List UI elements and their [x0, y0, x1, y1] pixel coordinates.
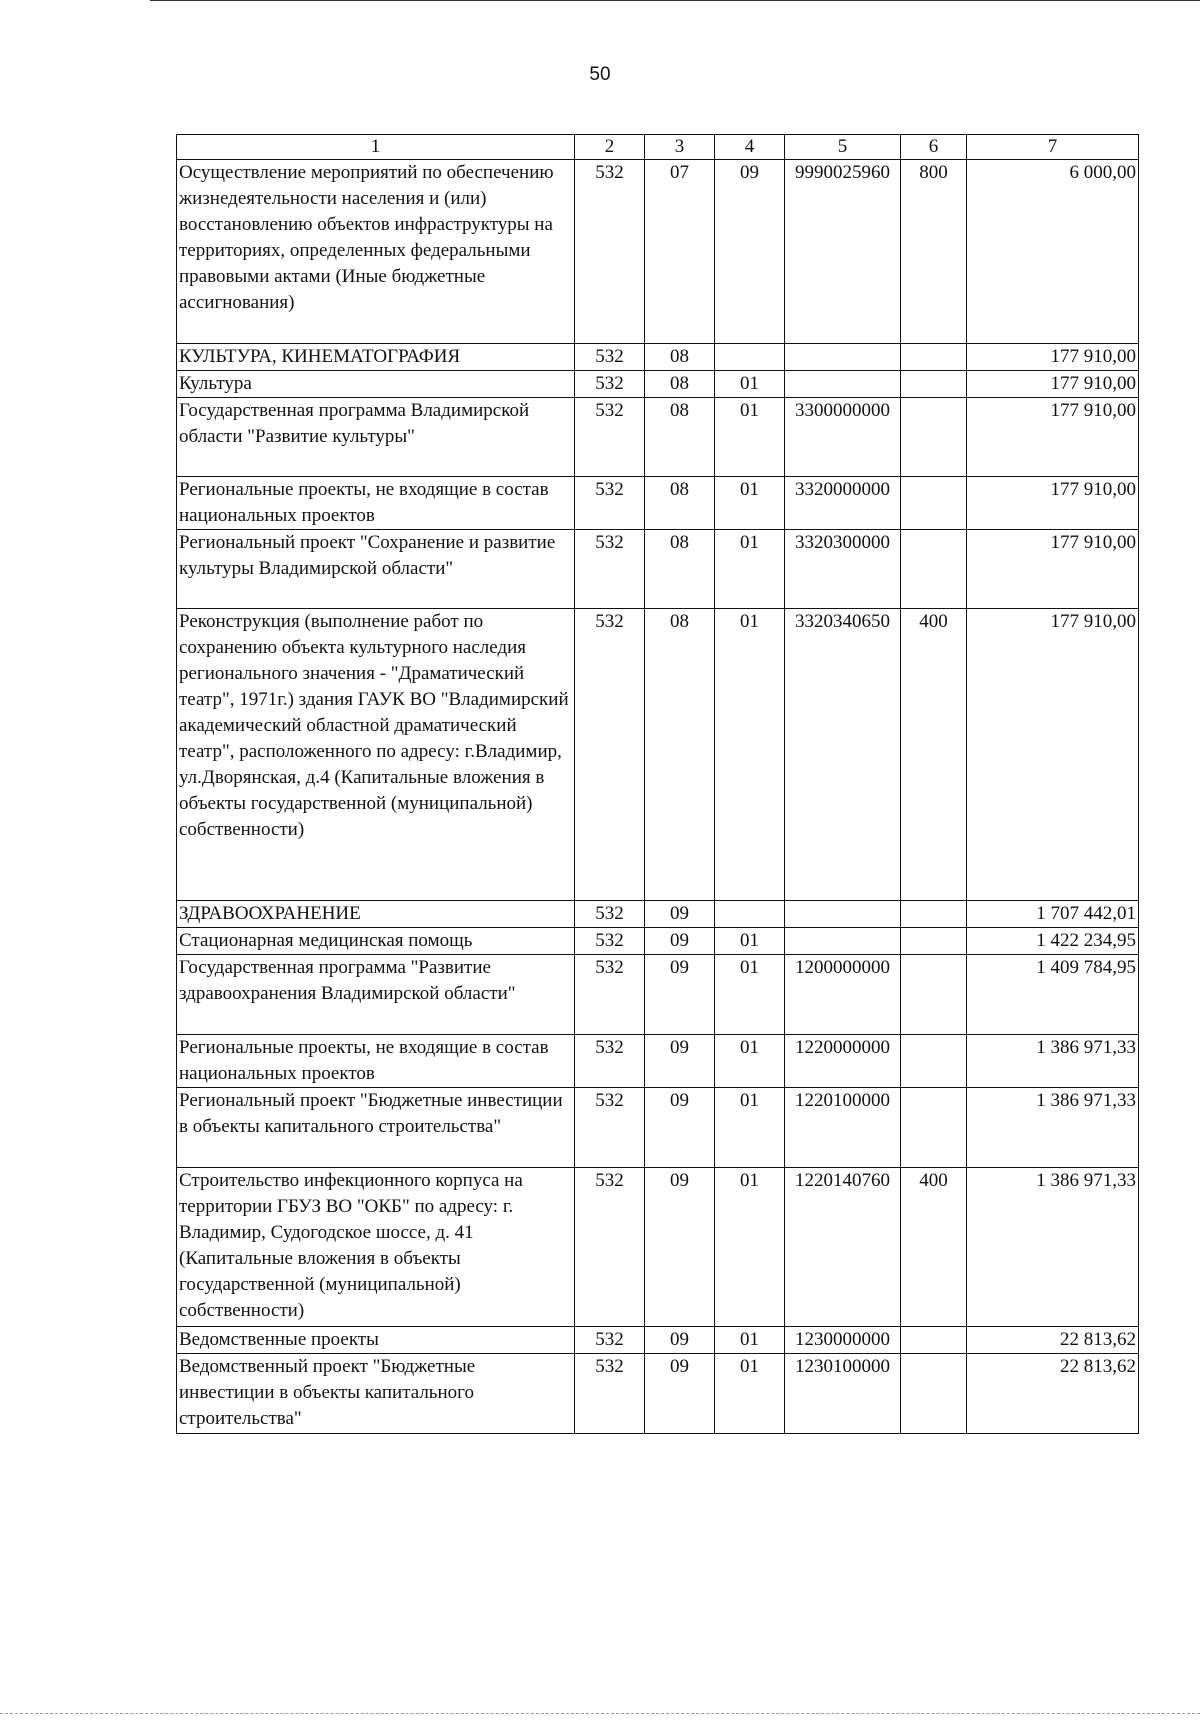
cell-admin-code: 532	[575, 1088, 645, 1168]
row-name: Государственная программа "Развитие здравоохранения Владимирской области"	[177, 955, 575, 1035]
row-name: Региональный проект "Сохранение и развитие культуры Владимирской области"	[177, 530, 575, 609]
cell-target-article	[785, 901, 901, 928]
table-row	[177, 955, 1139, 1035]
row-name: Государственная программа Владимирской области "Развитие культуры"	[177, 398, 575, 477]
cell-target-article: 1220000000	[785, 1035, 901, 1088]
cell-amount: 1 707 442,01	[967, 901, 1139, 928]
row-name: Региональные проекты, не входящие в состав национальных проектов	[177, 1035, 575, 1088]
row-name: Региональный проект "Бюджетные инвестиции в объекты капитального строительства"	[177, 1088, 575, 1168]
table-row	[177, 1035, 1139, 1088]
cell-admin-code: 532	[575, 1168, 645, 1327]
cell-target-article: 1220100000	[785, 1088, 901, 1168]
column-header: 2	[575, 135, 645, 160]
table-row	[177, 1088, 1139, 1168]
column-header: 4	[715, 135, 785, 160]
cell-amount: 1 386 971,33	[967, 1168, 1139, 1327]
header-row	[177, 135, 1139, 160]
cell-section: 08	[645, 344, 715, 371]
cell-expense-type	[901, 371, 967, 398]
table-row	[177, 371, 1139, 398]
cell-target-article	[785, 371, 901, 398]
cell-section: 08	[645, 477, 715, 530]
column-header: 1	[177, 135, 575, 160]
cell-subsection: 01	[715, 371, 785, 398]
cell-expense-type	[901, 344, 967, 371]
cell-target-article	[785, 344, 901, 371]
cell-subsection: 01	[715, 1088, 785, 1168]
cell-admin-code: 532	[575, 1354, 645, 1434]
cell-expense-type	[901, 477, 967, 530]
cell-target-article: 9990025960	[785, 160, 901, 344]
cell-amount: 1 386 971,33	[967, 1088, 1139, 1168]
bottom-scan-line	[0, 1713, 1200, 1714]
cell-target-article: 1230100000	[785, 1354, 901, 1434]
cell-admin-code: 532	[575, 1327, 645, 1354]
cell-admin-code: 532	[575, 160, 645, 344]
budget-table	[176, 134, 1139, 1434]
row-name: Культура	[177, 371, 575, 398]
cell-amount: 177 910,00	[967, 609, 1139, 901]
cell-section: 08	[645, 371, 715, 398]
cell-admin-code: 532	[575, 371, 645, 398]
cell-section: 09	[645, 1035, 715, 1088]
table-row	[177, 398, 1139, 477]
cell-admin-code: 532	[575, 1035, 645, 1088]
cell-subsection: 01	[715, 609, 785, 901]
column-header: 7	[967, 135, 1139, 160]
row-name: КУЛЬТУРА, КИНЕМАТОГРАФИЯ	[177, 344, 575, 371]
table-row	[177, 1168, 1139, 1327]
cell-amount: 177 910,00	[967, 371, 1139, 398]
cell-subsection: 01	[715, 530, 785, 609]
cell-amount: 22 813,62	[967, 1354, 1139, 1434]
cell-amount: 177 910,00	[967, 344, 1139, 371]
table-row	[177, 160, 1139, 344]
cell-section: 09	[645, 1327, 715, 1354]
cell-subsection: 01	[715, 1168, 785, 1327]
table-row	[177, 928, 1139, 955]
cell-amount: 177 910,00	[967, 477, 1139, 530]
top-border-line	[150, 0, 1200, 1]
cell-admin-code: 532	[575, 344, 645, 371]
cell-section: 08	[645, 398, 715, 477]
cell-admin-code: 532	[575, 928, 645, 955]
cell-target-article: 1200000000	[785, 955, 901, 1035]
cell-subsection	[715, 901, 785, 928]
row-name: ЗДРАВООХРАНЕНИЕ	[177, 901, 575, 928]
cell-subsection: 01	[715, 1354, 785, 1434]
cell-section: 09	[645, 1168, 715, 1327]
cell-expense-type	[901, 1327, 967, 1354]
cell-admin-code: 532	[575, 530, 645, 609]
cell-expense-type	[901, 1035, 967, 1088]
cell-expense-type	[901, 530, 967, 609]
row-name: Строительство инфекционного корпуса на территории ГБУЗ ВО "ОКБ" по адресу: г. Владимир, Судогодское шоссе, д. 41 (Капитальные вложения в объекты государственной (муниципальной) собственности)	[177, 1168, 575, 1327]
table-row	[177, 901, 1139, 928]
cell-amount: 6 000,00	[967, 160, 1139, 344]
cell-admin-code: 532	[575, 901, 645, 928]
table-row	[177, 530, 1139, 609]
cell-amount: 1 422 234,95	[967, 928, 1139, 955]
table-row	[177, 1327, 1139, 1354]
cell-subsection: 01	[715, 398, 785, 477]
cell-target-article	[785, 928, 901, 955]
cell-subsection: 01	[715, 1327, 785, 1354]
row-name: Ведомственные проекты	[177, 1327, 575, 1354]
cell-subsection: 01	[715, 1035, 785, 1088]
table-row	[177, 609, 1139, 901]
cell-admin-code: 532	[575, 398, 645, 477]
cell-subsection: 01	[715, 477, 785, 530]
cell-target-article: 1230000000	[785, 1327, 901, 1354]
column-header: 3	[645, 135, 715, 160]
cell-expense-type: 400	[901, 609, 967, 901]
cell-expense-type	[901, 901, 967, 928]
cell-subsection: 01	[715, 928, 785, 955]
row-name: Ведомственный проект "Бюджетные инвестиции в объекты капитального строительства"	[177, 1354, 575, 1434]
cell-amount: 1 386 971,33	[967, 1035, 1139, 1088]
cell-section: 09	[645, 928, 715, 955]
cell-expense-type	[901, 1354, 967, 1434]
cell-amount: 177 910,00	[967, 398, 1139, 477]
cell-amount: 22 813,62	[967, 1327, 1139, 1354]
cell-section: 09	[645, 1354, 715, 1434]
cell-target-article: 3320340650	[785, 609, 901, 901]
row-name: Региональные проекты, не входящие в состав национальных проектов	[177, 477, 575, 530]
column-header: 6	[901, 135, 967, 160]
cell-amount: 177 910,00	[967, 530, 1139, 609]
cell-expense-type: 400	[901, 1168, 967, 1327]
cell-admin-code: 532	[575, 609, 645, 901]
cell-section: 08	[645, 530, 715, 609]
cell-expense-type: 800	[901, 160, 967, 344]
cell-subsection: 09	[715, 160, 785, 344]
page-number: 50	[589, 64, 611, 85]
cell-admin-code: 532	[575, 955, 645, 1035]
cell-section: 07	[645, 160, 715, 344]
cell-target-article: 3320300000	[785, 530, 901, 609]
row-name: Стационарная медицинская помощь	[177, 928, 575, 955]
cell-expense-type	[901, 398, 967, 477]
cell-target-article: 1220140760	[785, 1168, 901, 1327]
column-header: 5	[785, 135, 901, 160]
cell-subsection	[715, 344, 785, 371]
cell-subsection: 01	[715, 955, 785, 1035]
cell-section: 09	[645, 955, 715, 1035]
cell-section: 09	[645, 901, 715, 928]
cell-target-article: 3320000000	[785, 477, 901, 530]
cell-expense-type	[901, 928, 967, 955]
cell-expense-type	[901, 1088, 967, 1168]
table-row	[177, 1354, 1139, 1434]
row-name: Реконструкция (выполнение работ по сохранению объекта культурного наследия регионального значения - "Драматический театр", 1971г.) здания ГАУК ВО "Владимирский академический областной драматический театр", расположенного по адресу: г.Владимир, ул.Дворянская, д.4 (Капитальные вложения в объекты государственной (муниципальной) собственности)	[177, 609, 575, 901]
table-row	[177, 477, 1139, 530]
table-row	[177, 344, 1139, 371]
cell-expense-type	[901, 955, 967, 1035]
cell-admin-code: 532	[575, 477, 645, 530]
cell-target-article: 3300000000	[785, 398, 901, 477]
cell-section: 08	[645, 609, 715, 901]
cell-amount: 1 409 784,95	[967, 955, 1139, 1035]
row-name: Осуществление мероприятий по обеспечению жизнедеятельности населения и (или) восстановлению объектов инфраструктуры на территориях, определенных федеральными правовыми актами (Иные бюджетные ассигнования)	[177, 160, 575, 344]
cell-section: 09	[645, 1088, 715, 1168]
